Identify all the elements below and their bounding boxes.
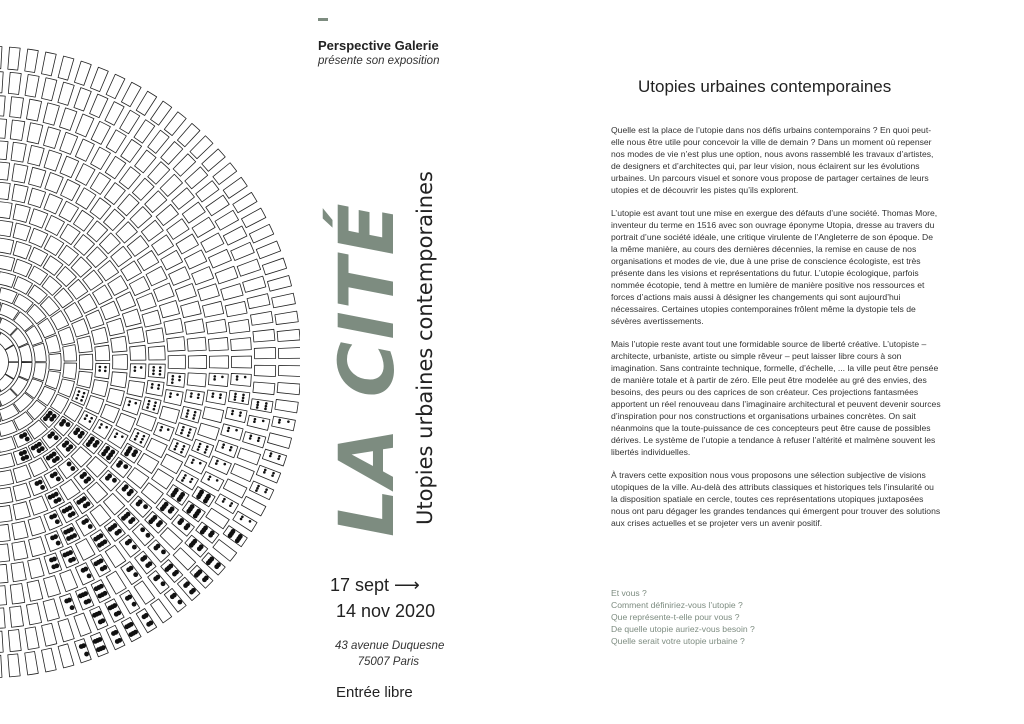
paragraph: À travers cette exposition nous vous proposons une sélection subjective de visions utopiques de la ville. Au-delà des attributs classiques et historiques tels l’insularité ou la disposition spatiale en cercle, toutes ces représentations utopiques juxtaposées nous ont paru dégager les grandes tendances qui émergent pour trouver des solutions aux crises actuelles et se projeter vers un avenir positif. bbox=[611, 470, 941, 528]
exhibition-title: LA CITÉ bbox=[322, 201, 411, 537]
question-item: Que représente-t-elle pour vous ? bbox=[611, 612, 740, 622]
paragraph: Mais l’utopie reste avant tout une formidable source de liberté créative. L’utopiste – architecte, urbaniste, artiste ou simple rêveur – peut laisser libre cours à son imagination. Sans contrainte technique, formelle, d’échelle, ... la ville peut être pensée de manière totale et à partir de zéro. Elle peut être modelée au gré des envies, des besoins, des peurs ou des caprices de son créateur. Ces projections fantasmées apportent un réel renouveau dans l’imaginaire architectural et peuvent devenir sources d’inspiration pour nos constructions et organisations urbaines concrètes. On sait néanmoins que la toute-puissance de ces concepteurs peut être cause de possibles dérives. Le système de l’utopie a tendance à refuser l’altérité et malmène souvent les libertés individuelles. bbox=[611, 339, 941, 457]
section-title: Utopies urbaines contemporaines bbox=[638, 77, 892, 96]
entry-info: Entrée libre bbox=[336, 684, 413, 701]
date-start: 17 sept ⟶ bbox=[330, 575, 420, 595]
paragraph: L’utopie est avant tout une mise en exergue des défauts d’une société. Thomas More, inventeur du terme en 1516 avec son ouvrage éponyme Utopia, dresse au travers du portrait d’une société idéale, une critique virulente de l’Angleterre de son époque. De la même manière, au cours des dernières décennies, la remise en cause de nos organisations et modes de vie, due à une prise de conscience écologiste, est très présente dans les visions et représentations du futur. L’utopie écologique, parfois nommée écotopie, tend à mettre en lumière de manière positive nos ressources et forces d’actions mais aussi à désigner les changements qui sont aujourd’hui nécessaires. Certaines utopies contemporaines frôlent même la dystopie tels de sévères avertissements. bbox=[611, 208, 938, 326]
paragraph: Quelle est la place de l’utopie dans nos défis urbains contemporains ? En quoi peut-elle nous être utile pour concevoir la ville de demain ? Dans un moment où repenser nos modes de vie n’est plus une option, nous avons rassemblé les travaux d’artistes, de designers et d’architectes qui, par leur vision, nous éclairent sur les évolutions urbaines. Un parcours visuel et sonore vous propose de partager certaines de leurs utopies et de découvrir les pistes qu’ils explorent. bbox=[611, 125, 934, 195]
address bbox=[335, 638, 445, 670]
radial-city-illustration bbox=[0, 0, 300, 724]
question-item: De quelle utopie auriez-vous besoin ? bbox=[611, 624, 755, 634]
question-item: Et vous ? bbox=[611, 588, 647, 598]
date-end: 14 nov 2020 bbox=[336, 601, 436, 621]
address-street: 43 avenue Duquesne bbox=[335, 640, 445, 652]
questions-list bbox=[611, 587, 941, 647]
body-text bbox=[611, 124, 941, 540]
question-item: Comment définiriez-vous l’utopie ? bbox=[611, 600, 743, 610]
exhibition-dates bbox=[330, 572, 435, 624]
question-item: Quelle serait votre utopie urbaine ? bbox=[611, 636, 745, 646]
gallery-subtitle: présente son exposition bbox=[318, 55, 440, 67]
vertical-title-block bbox=[322, 105, 445, 545]
cell-grid bbox=[0, 46, 300, 678]
address-city: 75007 Paris bbox=[357, 656, 419, 668]
gallery-name: Perspective Galerie bbox=[318, 38, 439, 53]
accent-bar bbox=[318, 18, 328, 21]
exhibition-subtitle: Utopies urbaines contemporaines bbox=[413, 171, 437, 525]
